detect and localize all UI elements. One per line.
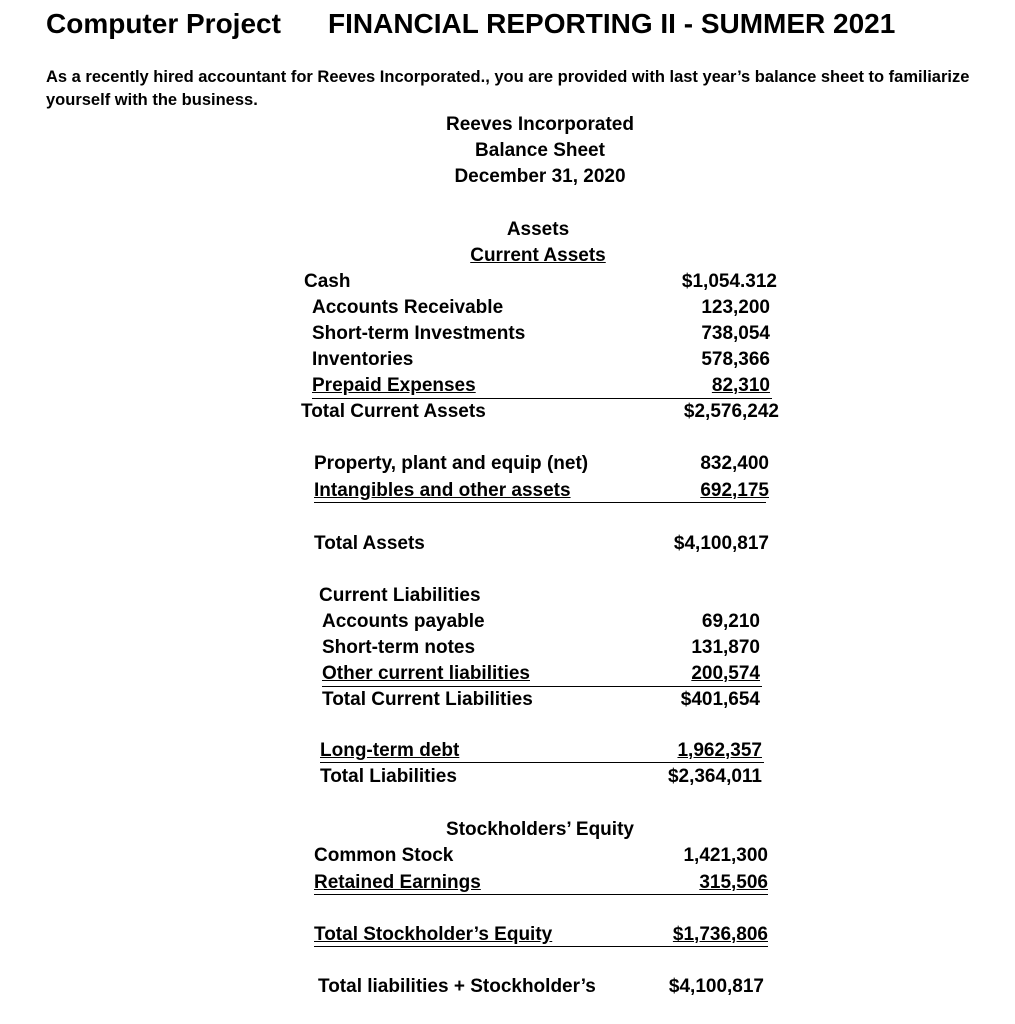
ppe-value: 832,400 xyxy=(700,453,769,474)
equity-heading: Stockholders’ Equity xyxy=(446,819,634,840)
statement-date: December 31, 2020 xyxy=(454,166,626,187)
common-stock-label: Common Stock xyxy=(314,845,454,866)
longterm-debt-value: 1,962,357 xyxy=(677,740,762,761)
grand-total-value: $4,100,817 xyxy=(668,976,764,997)
cash-label: Cash xyxy=(304,271,351,292)
investments-label: Short-term Investments xyxy=(312,323,526,344)
cash-value: $1,054.312 xyxy=(681,271,777,292)
notes-value: 131,870 xyxy=(691,637,760,658)
inventories-label: Inventories xyxy=(312,349,414,370)
intro-text: As a recently hired accountant for Reeves Incorporated., you are provided with last year’s balance sheet to familiarize yourself with the business. xyxy=(46,68,970,109)
prepaid-underline xyxy=(312,398,772,399)
total-current-liabilities-value: $401,654 xyxy=(680,689,760,710)
payable-value: 69,210 xyxy=(701,611,760,632)
assets-heading: Assets xyxy=(506,219,570,240)
payable-label: Accounts payable xyxy=(322,611,485,632)
total-current-assets-value: $2,576,242 xyxy=(683,401,779,422)
total-current-assets-label: Total Current Assets xyxy=(301,401,486,422)
current-assets-heading: Current Assets xyxy=(470,245,606,266)
prepaid-label: Prepaid Expenses xyxy=(312,375,476,396)
other-liabilities-underline xyxy=(322,686,762,687)
total-equity-label: Total Stockholder’s Equity xyxy=(314,924,553,945)
total-equity-underline xyxy=(314,946,768,947)
total-liabilities-label: Total Liabilities xyxy=(320,766,457,787)
investments-value: 738,054 xyxy=(701,323,770,344)
intangibles-label: Intangibles and other assets xyxy=(314,480,571,501)
inventories-value: 578,366 xyxy=(701,349,770,370)
other-liabilities-value: 200,574 xyxy=(691,663,760,684)
statement-title: Balance Sheet xyxy=(475,140,605,161)
current-liabilities-heading: Current Liabilities xyxy=(319,585,481,606)
total-current-liabilities-label: Total Current Liabilities xyxy=(322,689,533,710)
grand-total-label: Total liabilities + Stockholder’s xyxy=(318,976,596,997)
total-liabilities-value: $2,364,011 xyxy=(667,766,762,787)
prepaid-value: 82,310 xyxy=(711,375,770,396)
total-assets-value: $4,100,817 xyxy=(673,533,769,554)
notes-label: Short-term notes xyxy=(322,637,476,658)
common-stock-value: 1,421,300 xyxy=(683,845,768,866)
ppe-label: Property, plant and equip (net) xyxy=(314,453,589,474)
retained-earnings-value: 315,506 xyxy=(699,872,768,893)
longterm-debt-underline xyxy=(320,762,764,763)
receivable-label: Accounts Receivable xyxy=(312,297,504,318)
receivable-value: 123,200 xyxy=(701,297,770,318)
project-label: Computer Project xyxy=(46,8,281,39)
intangibles-underline xyxy=(314,502,766,503)
course-title: FINANCIAL REPORTING II - SUMMER 2021 xyxy=(328,8,896,39)
longterm-debt-label: Long-term debt xyxy=(320,740,460,761)
retained-earnings-label: Retained Earnings xyxy=(314,872,481,893)
other-liabilities-label: Other current liabilities xyxy=(322,663,530,684)
retained-earnings-underline xyxy=(314,894,768,895)
intangibles-value: 692,175 xyxy=(700,480,769,501)
total-equity-value: $1,736,806 xyxy=(672,924,768,945)
company-name: Reeves Incorporated xyxy=(446,114,634,135)
total-assets-label: Total Assets xyxy=(314,533,425,554)
